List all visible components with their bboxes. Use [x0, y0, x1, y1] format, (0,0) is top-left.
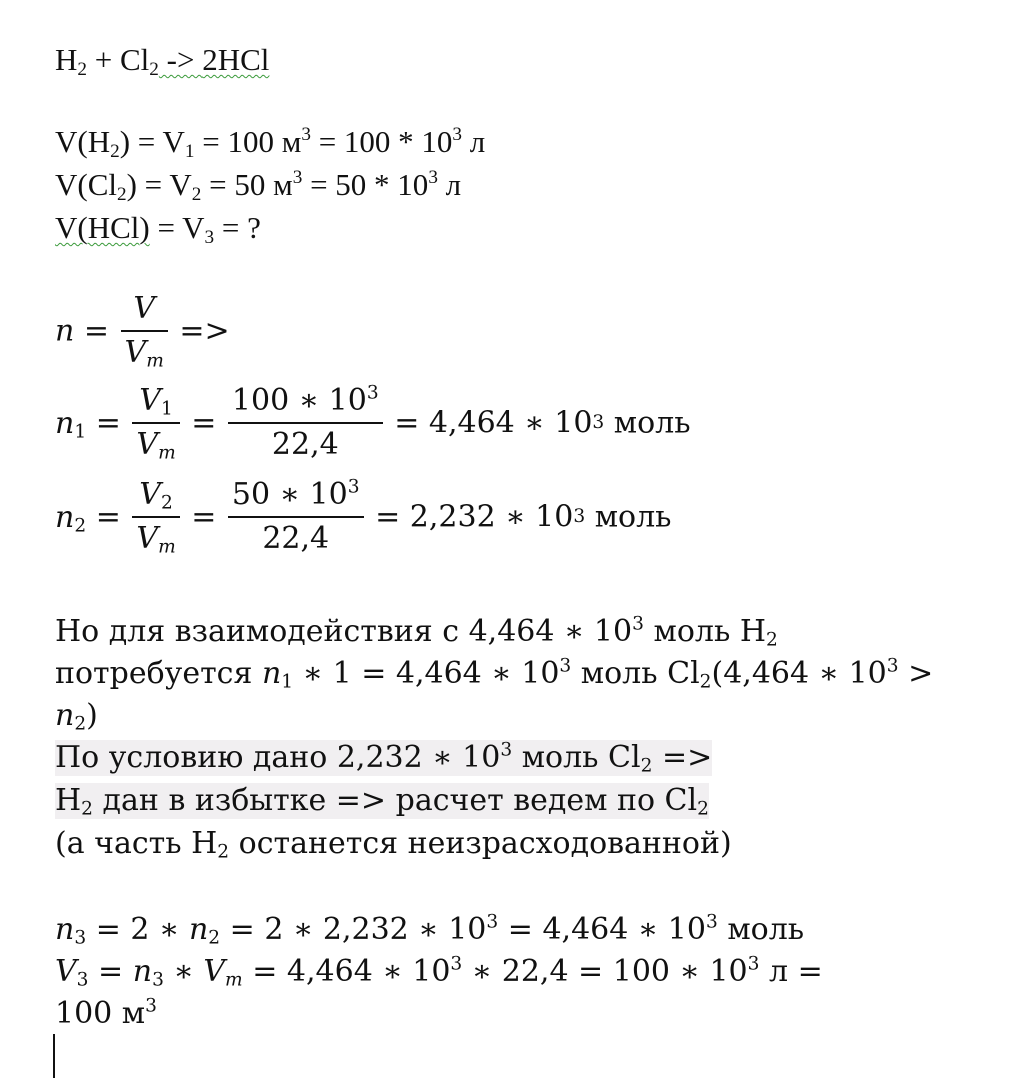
- superscript: 3: [886, 655, 899, 677]
- superscript: 3: [486, 911, 499, 933]
- unit: моль: [604, 405, 691, 441]
- var-v: V: [136, 521, 159, 556]
- superscript: 3: [705, 911, 718, 933]
- text: V(H: [55, 124, 111, 159]
- fraction-v1-vm: [132, 384, 179, 462]
- text: = 4,464 ∗ 10: [242, 954, 451, 989]
- numerator: [228, 478, 364, 516]
- subscript: 1: [160, 398, 173, 420]
- var-v: V: [139, 477, 161, 512]
- text: моль Cl: [571, 656, 700, 691]
- text: >: [898, 656, 934, 691]
- text: = 100 м: [194, 124, 302, 159]
- var-v: V: [139, 383, 161, 418]
- var-v: V: [55, 954, 77, 989]
- var-n: n: [55, 313, 75, 349]
- var-v: V: [203, 954, 226, 989]
- text: 100 м: [55, 996, 146, 1031]
- var-n: n: [55, 405, 75, 441]
- equals: =: [74, 313, 119, 349]
- subscript: 2: [699, 671, 712, 693]
- fraction-v-vm: [121, 292, 168, 370]
- unit: л =: [759, 954, 823, 989]
- subscript: 2: [110, 140, 120, 162]
- numerator: V: [133, 291, 156, 326]
- equation-n2: [55, 478, 671, 556]
- superscript: 3: [347, 476, 360, 498]
- reactant-cl: Cl: [119, 42, 150, 77]
- superscript: 3: [292, 167, 303, 189]
- subscript: 2: [77, 58, 87, 80]
- superscript: 3: [145, 995, 157, 1017]
- text: = 100 * 10: [310, 124, 453, 159]
- para-line-2: [55, 656, 933, 692]
- subscript: m: [158, 442, 176, 464]
- equals: =: [86, 499, 131, 535]
- subscript: 3: [76, 969, 89, 991]
- superscript: 3: [366, 382, 379, 404]
- para-line-1: [55, 614, 778, 650]
- superscript: 3: [592, 412, 605, 433]
- result: = 4,464 ∗ 10: [384, 405, 593, 441]
- text: H: [55, 783, 82, 818]
- text: По условию дано 2,232 ∗ 10: [55, 740, 501, 775]
- superscript: 3: [452, 124, 463, 146]
- superscript: 3: [632, 613, 644, 635]
- denominator: [132, 422, 179, 462]
- text: моль Cl: [512, 740, 641, 775]
- text: ) = V: [119, 124, 185, 159]
- text: = 2 ∗: [86, 912, 189, 947]
- unit: моль: [717, 912, 805, 947]
- arrow-product: [159, 42, 270, 77]
- text: потребуется: [55, 656, 262, 691]
- superscript: 3: [559, 655, 572, 677]
- equation-v3: [55, 954, 823, 990]
- superscript: 3: [301, 124, 311, 146]
- var-n: n: [55, 499, 75, 535]
- text: (а часть H: [55, 826, 218, 861]
- text: V(HCl): [55, 210, 150, 245]
- subscript: 2: [149, 58, 159, 80]
- unknown-v3: [55, 210, 261, 246]
- text: =>: [652, 740, 713, 775]
- equation-n1: [55, 384, 691, 462]
- subscript: 2: [208, 927, 221, 949]
- text: останется неизрасходованной): [229, 826, 732, 861]
- text: =: [88, 954, 133, 989]
- unit: л: [462, 124, 486, 159]
- subscript: 1: [74, 421, 87, 443]
- subscript: 1: [281, 671, 294, 693]
- text: ∗ 22,4 = 100 ∗ 10: [462, 954, 748, 989]
- text: = 2 ∗ 2,232 ∗ 10: [220, 912, 487, 947]
- subscript: 1: [184, 140, 195, 162]
- var-v: V: [136, 427, 159, 462]
- denominator: [121, 330, 168, 370]
- subscript: m: [146, 350, 164, 372]
- text: ∗ 1 = 4,464 ∗ 10: [293, 656, 560, 691]
- subscript: 2: [160, 492, 173, 514]
- implies: =>: [169, 313, 230, 349]
- subscript: 3: [74, 927, 87, 949]
- given-v2: [55, 167, 461, 203]
- unit: моль: [585, 499, 672, 535]
- var-n: n: [55, 912, 75, 947]
- text: = ?: [214, 210, 261, 245]
- subscript: 3: [152, 969, 164, 991]
- var-n: n: [55, 698, 75, 733]
- para-line-6: [55, 826, 732, 862]
- denominator: [132, 516, 179, 556]
- equals: =: [181, 499, 226, 535]
- text: = 50 м: [201, 167, 293, 202]
- fraction-v2-vm: [132, 478, 179, 556]
- subscript: 2: [74, 713, 87, 735]
- superscript: 3: [573, 506, 586, 527]
- numerator: [132, 478, 179, 516]
- given-v1: [55, 124, 485, 160]
- text: V(Cl: [55, 167, 117, 202]
- subscript: 2: [74, 515, 87, 537]
- denominator: 22,4: [228, 516, 364, 556]
- numerator: [228, 384, 383, 422]
- text: моль H: [643, 614, 766, 649]
- fraction-numeric: [228, 478, 364, 556]
- para-line-3: [55, 698, 98, 734]
- subscript: 2: [81, 798, 94, 820]
- final-answer: [55, 996, 157, 1032]
- subscript: m: [158, 536, 176, 558]
- denominator: 22,4: [228, 422, 383, 462]
- text: ): [86, 698, 98, 733]
- subscript: m: [225, 969, 243, 991]
- var-n: n: [261, 656, 282, 691]
- text: дан в избытке => расчет ведем по Cl: [93, 783, 698, 818]
- numerator: [132, 384, 179, 422]
- text: 100 ∗ 10: [231, 383, 367, 418]
- subscript: 2: [191, 183, 202, 205]
- text: ∗: [163, 954, 204, 989]
- subscript: 2: [117, 183, 127, 205]
- reactant-h: H: [55, 42, 78, 77]
- text: ) = V: [126, 167, 192, 202]
- text-cursor: [53, 1034, 55, 1078]
- plus-sign: +: [87, 42, 120, 77]
- superscript: 3: [428, 167, 438, 189]
- product-hcl: 2HCl: [202, 42, 270, 77]
- text: = 4,464 ∗ 10: [498, 912, 706, 947]
- text: = 50 * 10: [302, 167, 429, 202]
- fraction-numeric: [228, 384, 383, 462]
- text: 50 ∗ 10: [231, 477, 348, 512]
- formula-n: [55, 292, 230, 370]
- subscript: 2: [697, 798, 709, 820]
- var-n: n: [188, 912, 209, 947]
- unit: л: [437, 167, 462, 202]
- text: (4,464 ∗ 10: [711, 656, 887, 691]
- result: = 2,232 ∗ 10: [365, 499, 574, 535]
- superscript: 3: [450, 953, 463, 975]
- subscript: 3: [204, 226, 215, 248]
- subscript: 2: [217, 841, 230, 863]
- subscript: 2: [765, 629, 778, 651]
- equals: =: [181, 405, 226, 441]
- lhs: [55, 406, 86, 441]
- superscript: 3: [747, 953, 760, 975]
- equation-n3: [55, 912, 804, 948]
- para-line-4: [55, 740, 712, 776]
- equals: =: [86, 405, 131, 441]
- para-line-5: [55, 783, 709, 819]
- superscript: 3: [500, 739, 513, 761]
- var-v: V: [124, 335, 147, 370]
- reaction-equation: [55, 42, 269, 78]
- text: = V: [149, 210, 205, 245]
- lhs: [55, 500, 86, 535]
- text: Но для взаимодействия с 4,464 ∗ 10: [55, 614, 633, 649]
- arrow: ->: [158, 42, 203, 77]
- var-n: n: [132, 954, 153, 989]
- subscript: 2: [640, 755, 653, 777]
